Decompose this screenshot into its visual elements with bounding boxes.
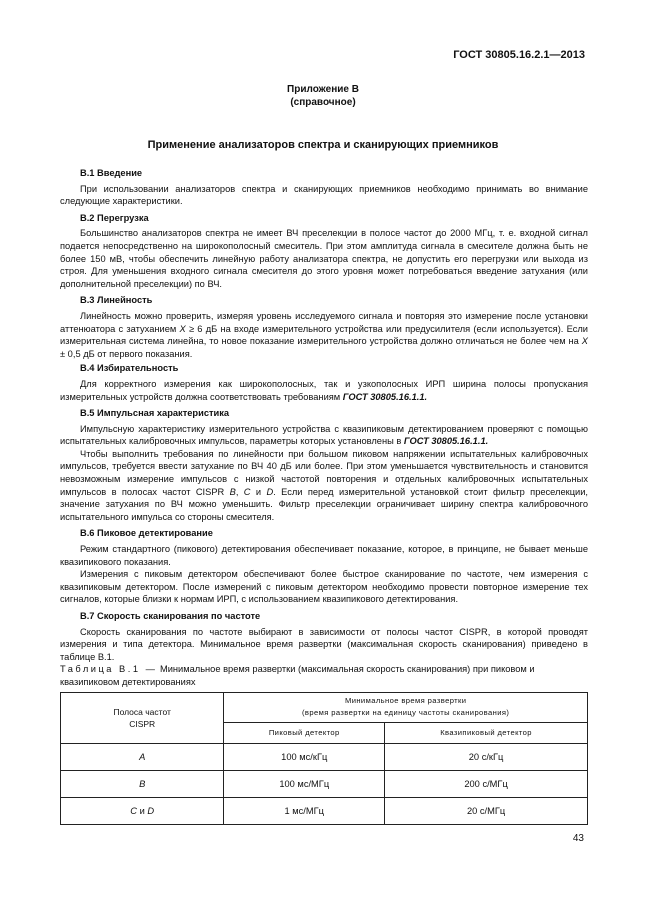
section-heading-4: В.4 Избирательность: [80, 363, 179, 374]
section-6-paragraph-2: Измерения с пиковым детектором обеспечивают более быстрое сканирование по частоте, чем измерения с квазипиковым детектором. После измерений с пиковым детектором необходимо провести повторное измерение тех сигналов, которые близки к нормам ИРП, с использованием квазипикового детектирования.: [60, 569, 588, 605]
band-cell: A: [61, 744, 224, 771]
header-band: [61, 693, 224, 744]
qp-cell: 20 с/кГц: [385, 744, 588, 771]
header-band-line-1: Полоса частот: [113, 707, 171, 717]
standard-reference: ГОСТ 30805.16.1.1.: [342, 391, 428, 402]
band-cell: B: [61, 771, 224, 798]
appendix-title: Приложение В: [287, 84, 359, 95]
table-header-row: [61, 693, 588, 723]
band-d: D: [147, 806, 155, 816]
section-heading-2: В.2 Перегрузка: [80, 212, 149, 223]
section-heading-6: В.6 Пиковое детектирование: [80, 528, 213, 539]
table-row: [61, 771, 588, 798]
text-fragment: . Если перед измерительной установкой стоит фильтр преселекции, значение затухания по ВЧ можно уменьшить. Фильтр преселекции ограничивает ширину спектра калибровочного испытательного импульса со стороны смесителя.: [60, 486, 588, 522]
section-heading-3: В.3 Линейность: [80, 295, 153, 306]
standard-reference: ГОСТ 30805.16.1.1.: [403, 436, 489, 447]
section-5-paragraph-1: [60, 423, 588, 448]
text-fragment: ,: [235, 486, 244, 497]
section-6-paragraph-1: Режим стандартного (пикового) детектирования обеспечивает показание, которое, в принципе, не бывает меньше квазипикового показания.: [60, 544, 588, 567]
table-caption-text: Минимальное время развертки (максимальная скорость сканирования) при пиковом и квазипиковом детектированиях: [60, 664, 535, 687]
sweep-time-table: [60, 692, 588, 825]
table-row: [61, 744, 588, 771]
header-peak-detector: Пиковый детектор: [224, 722, 385, 743]
section-heading-1: В.1 Введение: [80, 168, 143, 178]
section-5-paragraph-2: [60, 448, 588, 524]
text-fragment: Для корректного измерения как широкополосных, так и узкополосных ИРП ширина полосы пропускания измерительных устройств должна соответствовать требованиям: [60, 378, 588, 402]
header-group-line-1: Минимальное время развертки: [344, 696, 467, 706]
variable-x: X: [581, 336, 588, 347]
text-fragment: Чтобы выполнить требования по линейности при большом пиковом напряжении испытательных калибровочных импульсов, требуется ввести затухание по ВЧ 40 дБ или более. При этом уменьшается чувствительность и становится невозможным измерение импульсов с низкой частотой повторения и отдельных калибровочных испытательных импульсов в полосах частот CISPR: [60, 448, 588, 497]
qp-cell: 20 с/МГц: [385, 798, 588, 825]
table-caption: [60, 663, 588, 688]
document-body: [60, 164, 588, 667]
section-4-paragraph: [60, 378, 588, 403]
page-number: 43: [572, 833, 584, 844]
appendix-subtitle: (справочное): [290, 97, 356, 108]
peak-cell: 1 мс/МГц: [224, 798, 385, 825]
header-qp-detector: Квазипиковый детектор: [385, 722, 588, 743]
qp-cell: 200 с/МГц: [385, 771, 588, 798]
text-fragment: и: [250, 486, 267, 497]
band-cell: [61, 798, 224, 825]
band-b: B: [229, 486, 236, 497]
variable-x: X: [179, 323, 186, 334]
band-and: и: [137, 806, 148, 816]
section-2-paragraph: Большинство анализаторов спектра не имеет ВЧ преселекции в полосе частот до 2000 МГц, т. е. входной сигнал подается непосредственно на широкополосный смеситель. При этом амплитуда сигнала в смесителе должна быть не более 150 мВ, чтобы обеспечить линейную работу анализатора спектра, не допустить его перегрузки или выхода из строя. Для уменьшения входного сигнала смесителя до этого уровня может потребоваться введение затухания (или дополнительной преселекции) по ВЧ.: [60, 228, 588, 289]
section-heading-7: В.7 Скорость сканирования по частоте: [80, 611, 261, 621]
band-d: D: [266, 486, 274, 497]
section-1-paragraph: При использовании анализаторов спектра и сканирующих приемников необходимо принимать во внимание следующие характеристики.: [60, 183, 588, 207]
header-band-line-2: CISPR: [129, 719, 156, 729]
band-c: C: [130, 806, 137, 816]
band-c: C: [243, 486, 251, 497]
text-fragment: ≥ 6 дБ на входе измерительного устройства или предусилителя (если используется). Если измерительная система линейна, то новое показание измерительного устройства должно отличаться не более чем на: [60, 323, 588, 347]
peak-cell: 100 мс/кГц: [224, 744, 385, 771]
section-3-paragraph: [60, 310, 588, 360]
document-code: ГОСТ 30805.16.2.1—2013: [453, 49, 585, 61]
table-label: Таблица В.1 —: [60, 664, 158, 674]
header-min-sweep-time: [224, 693, 588, 723]
header-group-line-2: (время развертки на единицу частоты сканирования): [302, 708, 510, 718]
table-row: [61, 798, 588, 825]
text-fragment: Линейность можно проверить, измеряя уровень исследуемого сигнала и повторяя это измерение после установки аттенюатора с затуханием: [60, 310, 588, 334]
section-heading-5: В.5 Импульсная характеристика: [80, 408, 230, 419]
section-7-paragraph: Скорость сканирования по частоте выбирают в зависимости от полосы частот CISPR, в которой проводят измерения и типа детектора. Минимальное время развертки (максимальная скорость сканирования) приведено в таблице В.1.: [60, 626, 588, 662]
peak-cell: 100 мс/МГц: [224, 771, 385, 798]
text-fragment: Импульсную характеристику измерительного устройства с квазипиковым детектированием проверяют с помощью испытательных калибровочных импульсов, параметры которых установлены в: [60, 423, 588, 447]
text-fragment: ± 0,5 дБ от первого показания.: [60, 348, 193, 359]
main-title: Применение анализаторов спектра и сканирующих приемников: [147, 139, 499, 151]
